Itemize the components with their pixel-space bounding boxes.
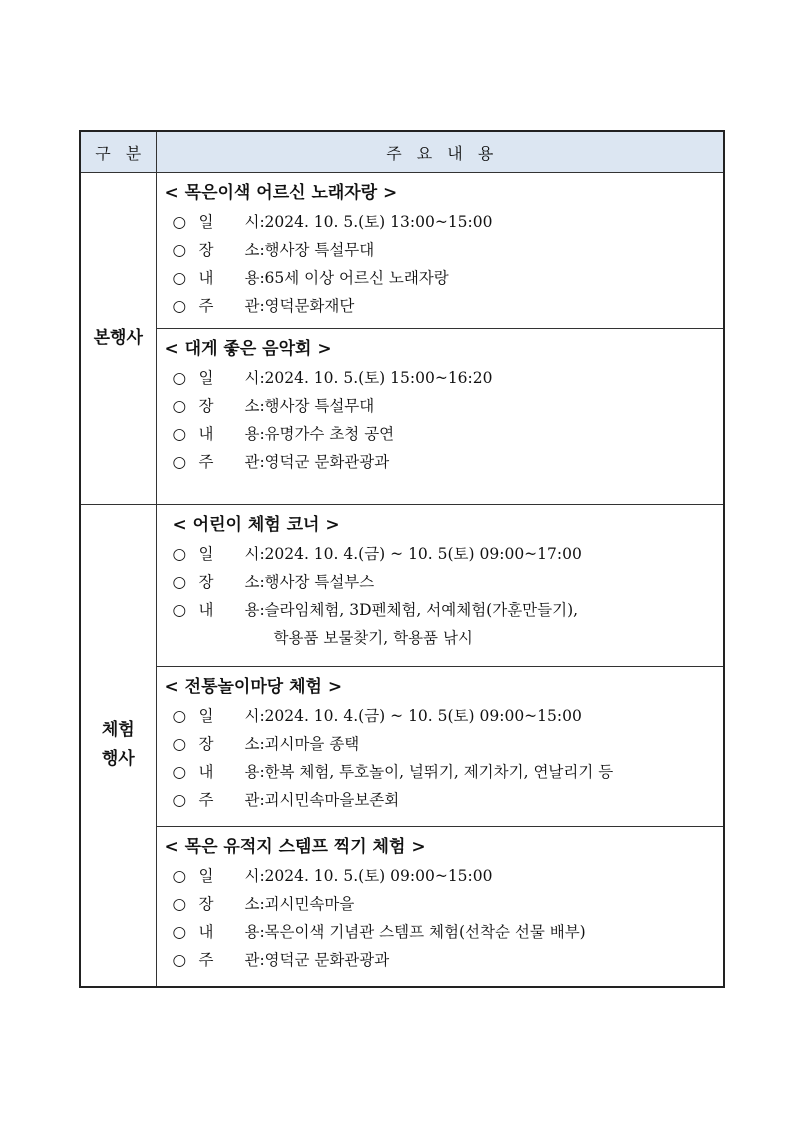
section-row <box>80 505 724 667</box>
circle-bullet-icon: ○ <box>172 951 187 969</box>
circle-bullet-icon: ○ <box>172 425 187 443</box>
circle-bullet-icon: ○ <box>172 867 187 885</box>
list-item: ○ 장 소: 행사장 특설부스 <box>165 568 724 596</box>
section-row <box>80 173 724 329</box>
section-concert <box>156 329 724 505</box>
circle-bullet-icon: ○ <box>172 369 187 387</box>
section-title: < 어린이 체험 코너 > <box>172 515 340 535</box>
list-item: ○ 일 시: 2024. 10. 5.(토) 13:00~15:00 <box>165 208 724 236</box>
section-traditional-games <box>156 667 724 827</box>
circle-bullet-icon: ○ <box>172 545 187 563</box>
list-item: ○ 주 관: 영덕문화재단 <box>165 292 724 320</box>
category-cell-main-event: 본행사 <box>80 173 156 505</box>
section-title: < 목은이색 어르신 노래자랑 > <box>164 183 398 203</box>
list-item: ○ 일 시: 2024. 10. 5.(토) 09:00~15:00 <box>165 862 724 890</box>
list-item: ○ 일 시: 2024. 10. 4.(금) ~ 10. 5(토) 09:00~17:00 <box>165 540 724 568</box>
circle-bullet-icon: ○ <box>172 241 187 259</box>
circle-bullet-icon: ○ <box>172 601 187 619</box>
header-row <box>80 131 724 173</box>
section-row <box>80 667 724 827</box>
circle-bullet-icon: ○ <box>172 213 187 231</box>
circle-bullet-icon: ○ <box>172 707 187 725</box>
circle-bullet-icon: ○ <box>172 397 187 415</box>
category-header: 구 분 <box>80 131 156 173</box>
list-item: ○ 주 관: 괴시민속마을보존회 <box>165 786 724 814</box>
circle-bullet-icon: ○ <box>172 791 187 809</box>
event-schedule-table <box>79 130 725 988</box>
circle-bullet-icon: ○ <box>172 297 187 315</box>
list-item: ○ 장 소: 행사장 특설무대 <box>165 392 724 420</box>
list-item: ○ 내 용: 유명가수 초청 공연 <box>165 420 724 448</box>
list-item: ○ 장 소: 괴시민속마을 <box>165 890 724 918</box>
section-title: < 대게 좋은 음악회 > <box>164 339 332 359</box>
list-item: ○ 장 소: 괴시마을 종택 <box>165 730 724 758</box>
list-item: ○ 주 관: 영덕군 문화관광과 <box>165 946 724 974</box>
circle-bullet-icon: ○ <box>172 735 187 753</box>
content-header: 주 요 내 용 <box>156 131 724 173</box>
section-row <box>80 827 724 987</box>
list-item: ○ 일 시: 2024. 10. 5.(토) 15:00~16:20 <box>165 364 724 392</box>
section-stamp-tour <box>156 827 724 987</box>
list-item-continuation: 학용품 보물찾기, 학용품 낚시 <box>273 629 473 647</box>
list-item: ○ 내 용: 슬라임체험, 3D펜체험, 서예체험(가훈만들기), <box>165 596 724 624</box>
list-item: ○ 내 용: 한복 체험, 투호놀이, 널뛰기, 제기차기, 연날리기 등 <box>165 758 724 786</box>
circle-bullet-icon: ○ <box>172 763 187 781</box>
circle-bullet-icon: ○ <box>172 895 187 913</box>
list-item: ○ 일 시: 2024. 10. 4.(금) ~ 10. 5(토) 09:00~15:00 <box>165 702 724 730</box>
list-item: ○ 내 용: 목은이색 기념관 스템프 체험(선착순 선물 배부) <box>165 918 724 946</box>
list-item: ○ 주 관: 영덕군 문화관광과 <box>165 448 724 476</box>
circle-bullet-icon: ○ <box>172 923 187 941</box>
circle-bullet-icon: ○ <box>172 453 187 471</box>
section-title: < 전통놀이마당 체험 > <box>164 677 343 697</box>
list-item: ○ 내 용: 65세 이상 어르신 노래자랑 <box>165 264 724 292</box>
section-singing-contest <box>156 173 724 329</box>
circle-bullet-icon: ○ <box>172 269 187 287</box>
category-cell-experience-event: 체험 행사 <box>80 505 156 987</box>
section-row <box>80 329 724 505</box>
section-title: < 목은 유적지 스템프 찍기 체험 > <box>164 837 426 857</box>
circle-bullet-icon: ○ <box>172 573 187 591</box>
section-kids-corner <box>156 505 724 667</box>
list-item: ○ 장 소: 행사장 특설무대 <box>165 236 724 264</box>
